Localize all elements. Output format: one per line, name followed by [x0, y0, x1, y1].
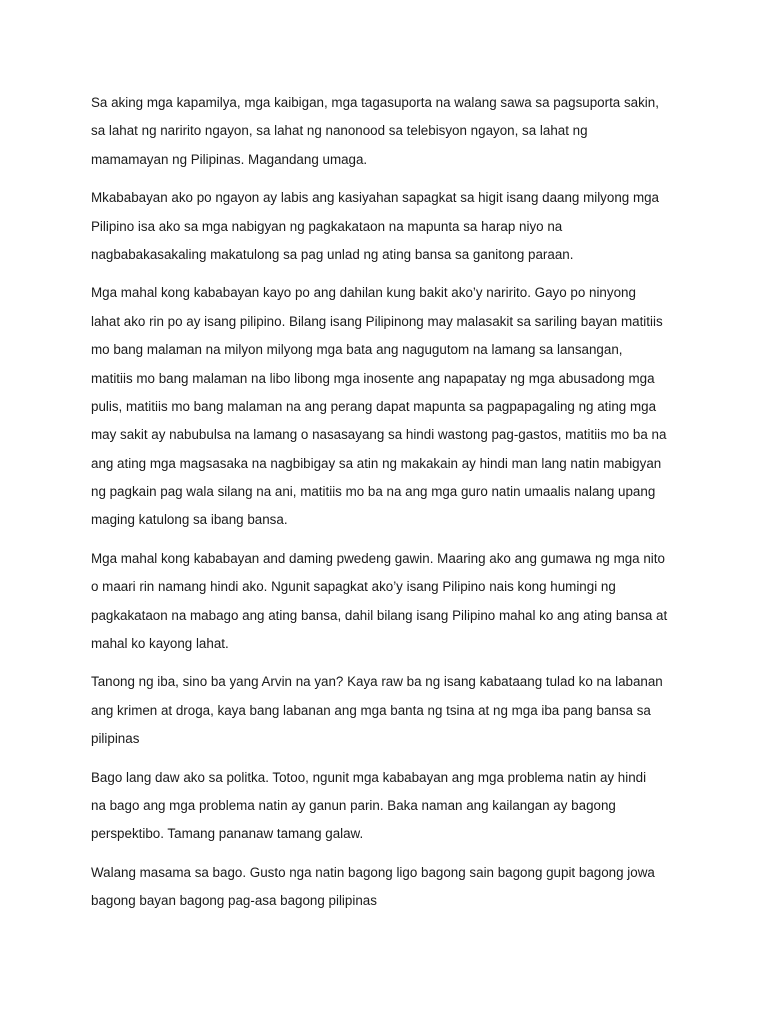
text-line: na bago ang mga problema natin ay ganun parin. Baka naman ang kailangan ay bagong: [91, 797, 616, 813]
paragraph-greeting: [91, 89, 691, 174]
text-line: sa lahat ng naririto ngayon, sa lahat ng nanonood sa telebisyon ngayon, sa lahat ng: [91, 123, 588, 139]
paragraph-introduction: [91, 184, 691, 269]
text-line: nagbabakasakaling makatulong sa pag unlad ng ating bansa sa ganitong paraan.: [91, 246, 574, 262]
paragraph-appeal: [91, 545, 691, 659]
text-line: o maari rin namang hindi ako. Ngunit sapagkat ako’y isang Pilipino nais kong humingi ng: [91, 579, 616, 595]
text-line: Mga mahal kong kababayan kayo po ang dahilan kung bakit ako’y naririto. Gayo po ninyong: [91, 285, 636, 301]
text-line: Mkababayan ako po ngayon ay labis ang kasiyahan sapagkat sa higit isang daang milyong mga: [91, 190, 659, 206]
paragraph-reasons: [91, 279, 691, 535]
text-line: pagkakataon na mabago ang ating bansa, dahil bilang isang Pilipino mahal ko ang ating bansa at: [91, 607, 668, 623]
paragraph-perspective: [91, 764, 691, 849]
text-line: mahal ko kayong lahat.: [91, 636, 229, 652]
text-line: perspektibo. Tamang pananaw tamang galaw.: [91, 826, 364, 842]
text-line: ang krimen at droga, kaya bang labanan ang mga banta ng tsina at ng mga iba pang bansa sa: [91, 702, 651, 718]
text-line: lahat ako rin po ay isang pilipino. Bilang isang Pilipinong may malasakit sa sariling bayan matitiis: [91, 313, 663, 329]
text-line: matitiis mo bang malaman na libo libong mga inosente ang napapatay ng mga abusadong mga: [91, 370, 655, 386]
text-line: bagong bayan bagong pag-asa bagong pilipinas: [91, 893, 377, 909]
paragraph-closing: [91, 859, 691, 916]
text-line: Tanong ng iba, sino ba yang Arvin na yan? Kaya raw ba ng isang kabataang tulad ko na labanan: [91, 674, 663, 690]
text-line: ng pagkain pag wala silang na ani, matitiis mo ba na ang mga guro natin umaalis nalang upang: [91, 484, 656, 500]
text-line: pulis, matitiis mo bang malaman na ang perang dapat mapunta sa pagpapagaling ng ating mga: [91, 398, 657, 414]
text-line: ang ating mga magsasaka na nagbibigay sa atin ng makakain ay hindi man lang natin mabigyan: [91, 455, 662, 471]
text-line: Pilipino isa ako sa mga nabigyan ng pagkakataon na mapunta sa harap niyo na: [91, 218, 563, 234]
text-line: mamamayan ng Pilipinas. Magandang umaga.: [91, 151, 368, 167]
text-line: pilipinas: [91, 731, 140, 747]
text-line: Walang masama sa bago. Gusto nga natin bagong ligo bagong sain bagong gupit bagong jowa: [91, 864, 655, 880]
speech-body: [91, 89, 691, 926]
text-line: mo bang malaman na milyon milyong mga bata ang nagugutom na lamang sa lansangan,: [91, 342, 623, 358]
text-line: may sakit ay nabubulsa na lamang o nasasayang sa hindi wastong pag-gastos, matitiis mo ba na: [91, 427, 667, 443]
text-line: Bago lang daw ako sa politka. Totoo, ngunit mga kababayan ang mga problema natin ay hindi: [91, 769, 647, 785]
text-line: maging katulong sa ibang bansa.: [91, 512, 288, 528]
text-line: Sa aking mga kapamilya, mga kaibigan, mga tagasuporta na walang sawa sa pagsuporta sakin,: [91, 95, 659, 110]
text-line: Mga mahal kong kababayan and daming pwedeng gawin. Maaring ako ang gumawa ng mga nito: [91, 550, 665, 566]
paragraph-questions: [91, 668, 691, 753]
